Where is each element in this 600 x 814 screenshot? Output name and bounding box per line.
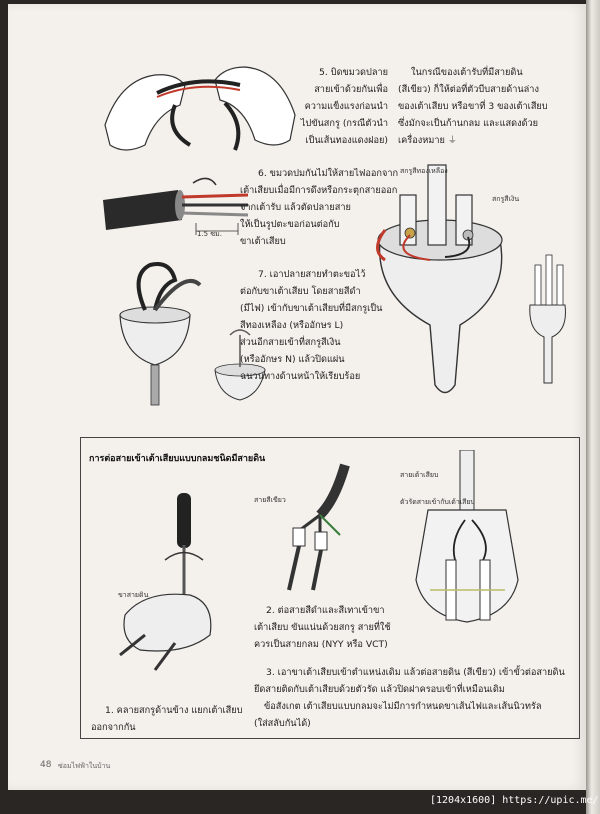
silver-screw-label: สกรูสีเงิน	[492, 195, 520, 203]
green-wire-label: สายสีเขียว	[254, 496, 286, 504]
earth-pin-label: ขาสายดิน	[118, 591, 149, 599]
earth-note-line4: ซึ่งมักจะเป็นก้านกลม และแสดงด้วย	[398, 118, 539, 129]
upic-watermark: [1204x1600] https://upic.me/	[430, 795, 599, 806]
step7-line6: (หรืออักษร N) แล้วปิดแผ่น	[240, 354, 345, 365]
footer-title: ซ่อมไฟฟ้าในบ้าน	[58, 762, 111, 770]
strip-length-label: 1.5 ซม.	[197, 230, 222, 238]
large-plug-illustration	[360, 155, 590, 410]
brass-screw-label: สกรูสีทองเหลือง	[400, 167, 448, 175]
box-step3-line1: 3. เอาขาเต้าเสียบเข้าตำแหน่งเดิม แล้วต่อสายดิน (สีเขียว) เข้าขั้วต่อสายดิน	[266, 667, 565, 678]
hands-twisting-wire-illustration	[95, 45, 305, 160]
box-note-line2: (ใส่สลับกันได้)	[254, 718, 311, 729]
step7-line3: (มีไฟ) เข้ากับขาเต้าเสียบที่มีสกรูเป็น	[240, 303, 383, 314]
step7-line5: ส่วนอีกสายเข้าที่สกรูสีเงิน	[240, 337, 341, 348]
box-step3-line2: ยึดสายติดกับเต้าเสียบด้วยตัวรัด แล้วปิดฝาครอบเข้าที่เหมือนเดิม	[254, 684, 505, 695]
step5-line5: เป็นเส้นทองแดงฝอย)	[305, 135, 388, 146]
earth-note-line3: ของเต้าเสียบ หรือขาที่ 3 ของเต้าเสียบ	[398, 101, 548, 112]
step7-line7: ฉนวนทางด้านหน้าให้เรียบร้อย	[240, 371, 361, 382]
step5-line1: 5. บิดขมวดปลาย	[319, 67, 388, 78]
box-step2-line3: ควรเป็นสายกลม (NYY หรือ VCT)	[254, 639, 388, 650]
page-number: 48	[40, 760, 52, 770]
step7-line2: ต่อกับขาเต้าเสียบ โดยสายสีดำ	[240, 286, 361, 297]
step7-line4: สีทองเหลือง (หรืออักษร L)	[240, 320, 344, 331]
earth-note-line1: ในกรณีของเต้ารับที่มีสายดิน	[411, 67, 523, 78]
earth-note-line2: (สีเขียว) ก็ให้ต่อที่ตัวบีบสายด้านล่าง	[398, 84, 539, 95]
box-note-line1: ข้อสังเกต เต้าเสียบแบบกลมจะไม่มีการกำหนดขาเส้นไฟและเส้นนิวทรัล	[264, 701, 542, 712]
plug-hooks-illustration	[100, 255, 270, 415]
screwdriver-plug-illustration	[105, 485, 235, 685]
pins-wires-illustration	[275, 460, 365, 595]
earth-note-line5: เครื่องหมาย ⏚	[398, 135, 457, 146]
step5-line2: สายเข้าด้วยกันเพื่อ	[314, 84, 388, 95]
box-step1-line1: 1. คลายสกรูด้านข้าง แยกเต้าเสียบ	[105, 705, 243, 716]
step5-line3: ความแข็งแรงก่อนนำ	[304, 101, 388, 112]
step6-line5: ขาเต้าเสียบ	[240, 236, 286, 247]
stripped-cable-illustration	[98, 175, 258, 245]
step6-line1: 6. ขมวดปมกันไม่ให้สายไฟออกจาก	[258, 168, 399, 179]
box-title: การต่อสายเข้าเต้าเสียบแบบกลมชนิดมีสายดิน	[89, 454, 266, 464]
box-step1-line2: ออกจากกัน	[91, 722, 136, 733]
box-step2-line2: เต้าเสียบ ขันแน่นด้วยสกรู สายที่ใช้	[254, 622, 391, 633]
plug-wire-label: สายเต้าเสียบ	[400, 471, 439, 479]
step7-line1: 7. เอาปลายสายทำตะขอไว้	[258, 269, 366, 280]
step6-line4: ให้เป็นรูปตะขอก่อนต่อกับ	[240, 219, 340, 230]
step5-line4: ไปขันสกรู (กรณีตัวนำ	[300, 118, 388, 129]
box-step2-line1: 2. ต่อสายสีดำและสีเทาเข้าขา	[266, 605, 385, 616]
step6-line2: เต้าเสียบเมื่อมีการดึงหรือกระตุกสายออก	[240, 185, 398, 196]
step6-line3: จากเต้ารับ แล้วตัดปลายสาย	[240, 202, 351, 213]
clamp-label: ตัวรัดสายเข้ากับเต้าเสียบ	[400, 498, 475, 506]
